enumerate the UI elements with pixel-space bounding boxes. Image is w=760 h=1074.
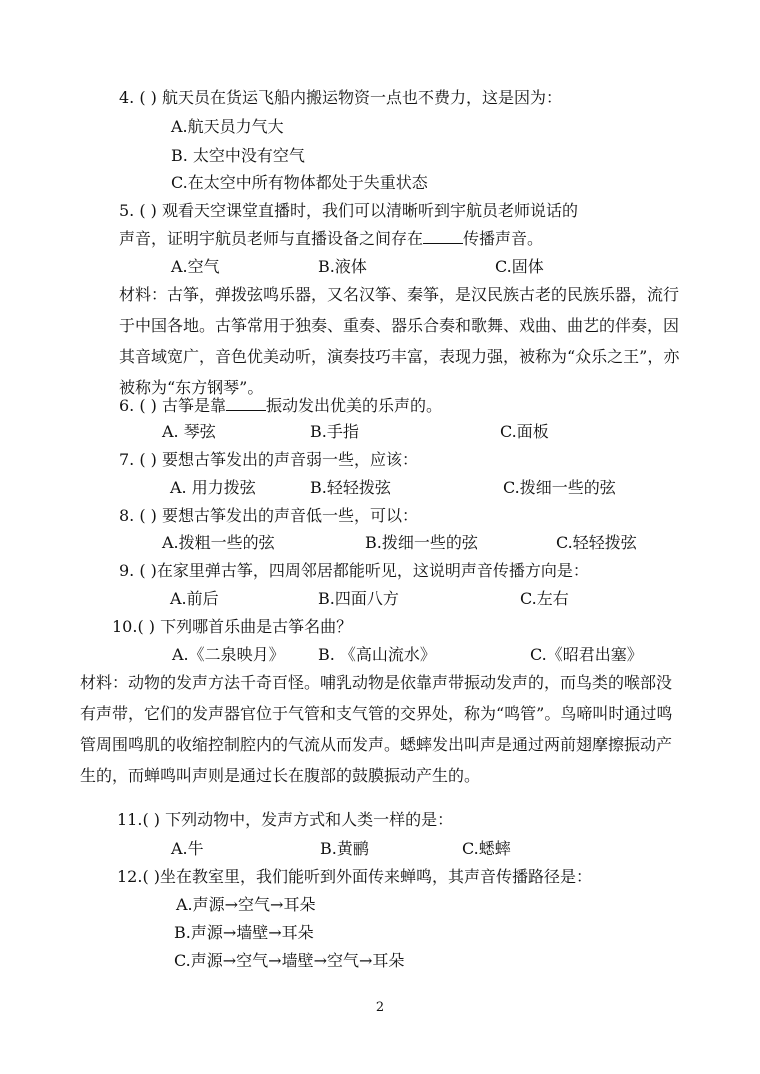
q9-option-c: C.左右: [520, 589, 569, 608]
q5-option-b: B.液体: [318, 257, 367, 276]
q9-option-b: B.四面八方: [318, 589, 399, 608]
q5-stem-line1: 5. ( ) 观看天空课堂直播时，我们可以清晰听到宇航员老师说话的: [119, 201, 579, 220]
q4-stem: 4. ( ) 航天员在货运飞船内搬运物资一点也不费力，这是因为：: [119, 88, 563, 107]
q5-option-a: A.空气: [171, 257, 220, 276]
q6-stem-part2: 振动发出优美的乐声的。: [266, 396, 443, 415]
q5-stem-part1: 声音，证明宇航员老师与直播设备之间存在: [119, 229, 424, 248]
q6-option-a: A. 琴弦: [162, 422, 216, 441]
q7-option-c: C.拨细一些的弦: [503, 478, 616, 497]
q8-option-a: A.拨粗一些的弦: [162, 533, 275, 552]
q6-option-b: B.手指: [310, 422, 359, 441]
q9-stem: 9. ( )在家里弹古筝，四周邻居都能听见，这说明声音传播方向是：: [119, 561, 589, 580]
q8-option-c: C.轻轻拨弦: [556, 533, 637, 552]
q11-option-a: A.牛: [171, 839, 204, 858]
q12-option-c: C.声源→空气→墙壁→空气→耳朵: [174, 951, 405, 970]
q8-option-b: B.拨细一些的弦: [365, 533, 478, 552]
q5-stem-part2: 传播声音。: [463, 229, 544, 248]
q6-option-c: C.面板: [500, 422, 549, 441]
q10-option-a: A.《二泉映月》: [172, 645, 285, 664]
material-animal-sounds: 材料：动物的发声方法千奇百怪。哺乳动物是依靠声带振动发声的，而鸟类的喉部没有声带，它们的发声器官位于气管和支气管的交界处，称为“鸣管”。鸟啼叫时通过鸣管周围鸣肌的收缩控制腔内的气流从而发声。蟋蟀发出叫声是通过两前翅摩擦振动产生的，而蝉鸣叫声则是通过长在腹部的鼓膜振动产生的。: [80, 673, 673, 785]
q10-stem: 10.( ) 下列哪首乐曲是古筝名曲？: [112, 617, 353, 636]
q4-option-c: C.在太空中所有物体都处于失重状态: [171, 173, 428, 192]
q5-stem-line2: [119, 229, 543, 249]
q11-option-b: B.黄鹂: [320, 839, 369, 858]
q9-option-a: A.前后: [170, 589, 219, 608]
q6-stem: [119, 396, 442, 416]
q4-option-b: B. 太空中没有空气: [171, 146, 305, 165]
q10-option-b: B. 《高山流水》: [318, 645, 436, 664]
q10-option-c: C.《昭君出塞》: [530, 645, 643, 664]
material-guzheng: 材料：古筝，弹拨弦鸣乐器，又名汉筝、秦筝，是汉民族古老的民族乐器，流行于中国各地。古筝常用于独奏、重奏、器乐合奏和歌舞、戏曲、曲艺的伴奏，因其音域宽广，音色优美动听，演奏技巧丰富，表现力强，被称为“众乐之王”，亦被称为“东方钢琴”。: [119, 285, 680, 397]
q6-stem-part1: 6. ( ) 古筝是靠: [119, 396, 227, 415]
q12-option-a: A.声源→空气→耳朵: [176, 895, 316, 914]
q6-answer-blank: [226, 396, 266, 411]
q12-stem: 12.( )坐在教室里，我们能听到外面传来蝉鸣，其声音传播路径是：: [117, 867, 593, 886]
q7-stem: 7. ( ) 要想古筝发出的声音弱一些，应该：: [119, 450, 419, 469]
q7-option-b: B.轻轻拨弦: [310, 478, 391, 497]
q12-option-b: B.声源→墙壁→耳朵: [174, 923, 314, 942]
q5-option-c: C.固体: [495, 257, 544, 276]
q7-option-a: A. 用力拨弦: [170, 478, 256, 497]
page-number: 2: [375, 1000, 385, 1015]
q11-option-c: C.蟋蟀: [462, 839, 511, 858]
q11-stem: 11.( ) 下列动物中，发声方式和人类一样的是：: [117, 810, 454, 829]
q5-answer-blank: [423, 229, 463, 244]
q8-stem: 8. ( ) 要想古筝发出的声音低一些，可以：: [119, 506, 419, 525]
q4-option-a: A.航天员力气大: [171, 117, 284, 136]
